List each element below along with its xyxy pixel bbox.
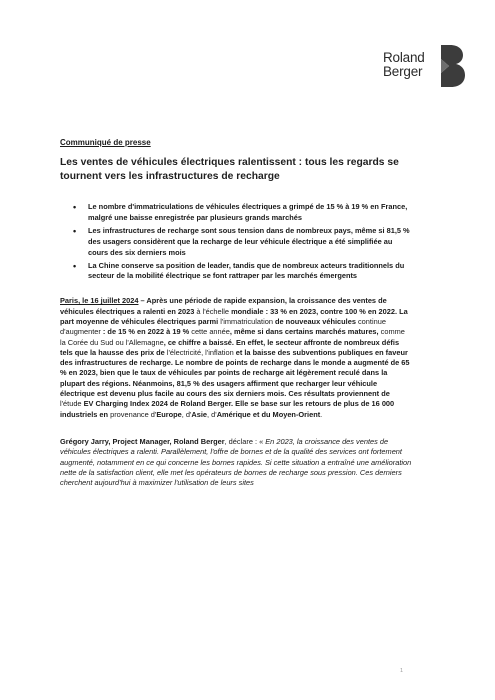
text-run: , ce chiffre a baissé. En effet, le secteur affronte de nombreux défis tels que la hausse des prix de [60,337,400,357]
quote-paragraph [60,437,412,488]
text-run: comme la Corée du Sud ou l'Allemagne [60,327,405,347]
quote-speaker: Grégory Jarry, Project Manager, Roland Berger [60,436,225,446]
press-release-kicker: Communiqué de presse [60,138,151,147]
key-point-3: • La Chine conserve sa position de leader, tandis que de nombreux acteurs traditionnels du secteur de la mobilité électrique se font rattraper par les marchés émergents [60,261,410,283]
text-run: cette année [191,327,230,337]
body-paragraph [60,296,412,420]
quote-text: En 2023, la croissance des ventes de véhicules électriques a ralenti. Parallèlement, l'offre de bornes et de la qualité des services ont fortement augmenté, notamment en ce qui concerne les bornes rapides. Si cette situation a entraîné une amélioration nette de la satisfaction client, elle met les opérateurs de bornes de recharge sous pression. Ces derniers cherchent aujourd'hui à maximizer l'utilisation de leurs sites [60,436,412,488]
text-run: de nouveaux véhicules [272,316,358,326]
page-title: Les ventes de véhicules électriques ralentissent : tous les regards se tournent vers les infrastructures de recharge [60,157,399,182]
text-run: , même si dans certains marchés matures, [229,327,381,337]
text-run: Asie [191,409,208,419]
dateline: Paris, le 16 juillet 2024 [60,296,139,306]
logo-b-mark-icon [441,45,465,87]
text-run: l'étude [60,399,82,409]
text-run: , d' [181,409,192,419]
text-run: l'immatriculation [220,316,273,326]
text-run: provenance d' [110,409,157,419]
logo-line-1: Roland [383,50,425,65]
roland-berger-logo [383,45,465,87]
logo-wordmark [383,51,425,79]
text-run: l'électricité, l'inflation [166,347,234,357]
text-run: , d' [207,409,217,419]
quote-verb: , déclare : « [224,436,266,446]
text-run: Europe [156,409,182,419]
logo-line-2: Berger [383,64,423,79]
text-run: : de 15 % en 2022 à 19 % [100,327,192,337]
key-point-1: • Le nombre d'immatriculations de véhicules électriques a grimpé de 15 % à 19 % en France, malgré une baisse enregistrée par plusieurs grands marchés [60,202,410,224]
text-run: continue d'augmenter [60,316,386,337]
text-run: . [320,409,323,419]
page-number: 1 [400,668,404,674]
text-run: mondiale : 33 % en 2023, contre 100 % en 2022. La part moyenne de véhicules électriques parmi [60,306,408,326]
key-points-list [60,202,412,282]
text-run: et la baisse des subventions publiques en faveur des infrastructures de recharge. Le nombre de points de recharge dans le monde a augmenté de 65 % en 2023, bien que le taux de véhicules par points de recharge ait légèrement reculé dans la plupart des régions. Néanmoins, 81,5 % des usagers affirment que recharger leur véhicule électrique est devenu plus facile au cours des six derniers mois. Ces résultats proviennent de [60,347,410,399]
text-run: – Après une période de rapide expansion, la croissance des ventes de véhicules électriques a ralenti en 2023 [60,296,387,316]
text-run: à l'échelle [196,306,230,316]
text-run: EV Charging Index 2024 de Roland Berger. Elle se base sur les retours de plus de 16 000 industriels en [60,399,395,419]
text-run: Amérique et du Moyen-Orient [216,409,321,419]
press-release [60,138,412,488]
key-point-2: • Les infrastructures de recharge sont sous tension dans de nombreux pays, même si 81,5 % des usagers considèrent que la recharge de leur véhicule électrique a été simplifiée au cours des six derniers mois [60,226,410,259]
